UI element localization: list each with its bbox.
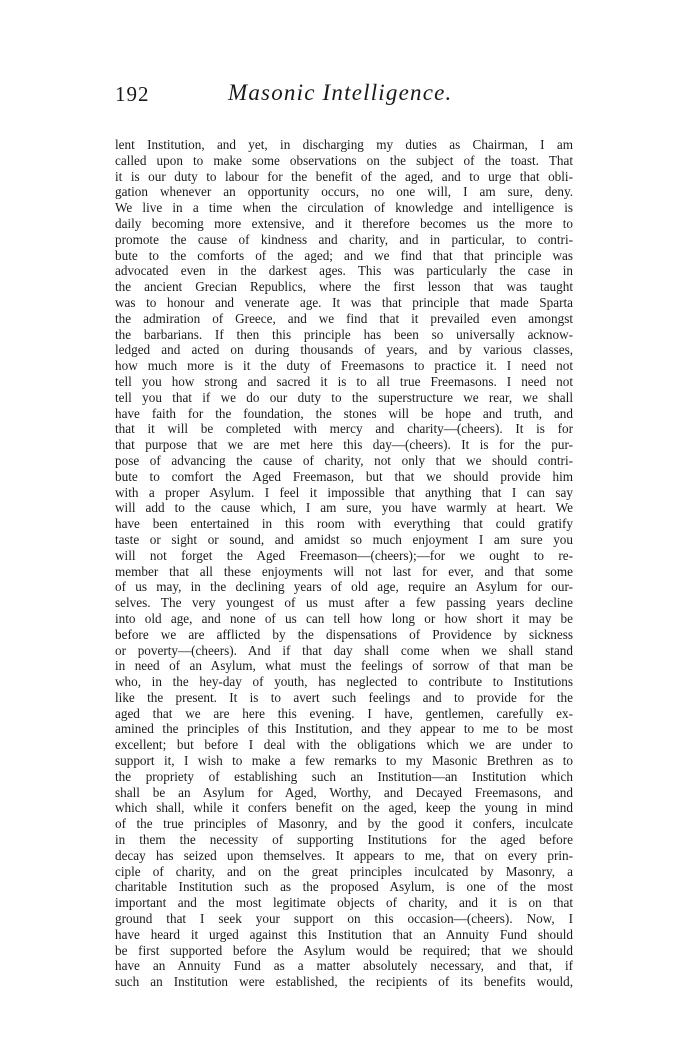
text-line: have an Annuity Fund as a matter absolutely necessary, and that, if — [115, 958, 573, 974]
text-line: in them the necessity of supporting Institutions for the aged before — [115, 832, 573, 848]
text-line: how much more is it the duty of Freemasons to practice it. I need not — [115, 358, 573, 374]
text-line: in need of an Asylum, what must the feelings of sorrow of that man be — [115, 658, 573, 674]
text-line: who, in the hey-day of youth, has neglected to contribute to Institutions — [115, 674, 573, 690]
text-line: which shall, while it confers benefit on the aged, keep the young in mind — [115, 800, 573, 816]
text-line: ciple of charity, and on the great principles inculcated by Masonry, a — [115, 863, 573, 879]
text-line: member that all these enjoyments will not last for ever, and that some — [115, 563, 573, 579]
text-line: advocated even in the darkest ages. This was particularly the case in — [115, 263, 573, 279]
running-title: Masonic Intelligence. — [228, 80, 453, 105]
text-line: shall be an Asylum for Aged, Worthy, and Decayed Freemasons, and — [115, 784, 573, 800]
text-line: have heard it urged against this Institution that an Annuity Fund should — [115, 926, 573, 942]
text-line: daily becoming more extensive, and it therefore becomes us the more to — [115, 215, 573, 231]
page-header — [115, 80, 570, 112]
text-line: bute to comfort the Aged Freemason, but that we should provide him — [115, 468, 573, 484]
text-line: taste or sight or sound, and amidst so much enjoyment I am sure you — [115, 531, 573, 547]
text-line: have faith for the foundation, the stones will be hope and truth, and — [115, 405, 573, 421]
text-line: that purpose that we are met here this day—(cheers). It is for the pur- — [115, 437, 573, 453]
text-line: have been entertained in this room with everything that could gratify — [115, 516, 573, 532]
text-line: important and the most legitimate objects of charity, and it is on that — [115, 895, 573, 911]
text-line: amined the principles of this Institution, and they appear to me to be most — [115, 721, 573, 737]
text-line: promote the cause of kindness and charity, and in particular, to contri- — [115, 231, 573, 247]
text-line: was to honour and venerate age. It was that principle that made Sparta — [115, 294, 573, 310]
text-line: the ancient Grecian Republics, where the first lesson that was taught — [115, 279, 573, 295]
text-line: support it, I wish to make a few remarks to my Masonic Brethren as to — [115, 753, 573, 769]
text-line: the admiration of Greece, and we find that it prevailed even amongst — [115, 310, 573, 326]
text-line: decay has seized upon themselves. It appears to me, that on every prin- — [115, 847, 573, 863]
text-line: the barbarians. If then this principle has been so universally acknow- — [115, 326, 573, 342]
text-line: the propriety of establishing such an Institution—an Institution which — [115, 768, 573, 784]
text-line: ledged and acted on during thousands of years, and by various classes, — [115, 342, 573, 358]
text-line: like the present. It is to avert such feelings and to provide for the — [115, 689, 573, 705]
text-line: will not forget the Aged Freemason—(cheers);—for we ought to re- — [115, 547, 573, 563]
text-line: that it will be completed with mercy and charity—(cheers). It is for — [115, 421, 573, 437]
text-line: with a proper Asylum. I feel it impossible that anything that I can say — [115, 484, 573, 500]
text-line: called upon to make some observations on the subject of the toast. That — [115, 152, 573, 168]
text-line: bute to the comforts of the aged; and we find that that principle was — [115, 247, 573, 263]
text-line: selves. The very youngest of us must after a few passing years decline — [115, 595, 573, 611]
text-line: pose of advancing the cause of charity, not only that we should contri- — [115, 452, 573, 468]
text-line: such an Institution were established, the recipients of its benefits would, — [115, 974, 573, 990]
text-line: ground that I seek your support on this occasion—(cheers). Now, I — [115, 911, 573, 927]
text-line: into old age, and none of us can tell how long or how short it may be — [115, 610, 573, 626]
page-number: 192 — [115, 82, 150, 106]
text-line: charitable Institution such as the proposed Asylum, is one of the most — [115, 879, 573, 895]
text-line: of the true principles of Masonry, and by the good it confers, inculcate — [115, 816, 573, 832]
text-line: tell you that if we do our duty to the superstructure we rear, we shall — [115, 389, 573, 405]
text-line: before we are afflicted by the dispensations of Providence by sickness — [115, 626, 573, 642]
body-paragraph — [115, 137, 573, 990]
text-line: be first supported before the Asylum would be required; that we should — [115, 942, 573, 958]
text-line: or poverty—(cheers). And if that day shall come when we shall stand — [115, 642, 573, 658]
text-line: it is our duty to labour for the benefit of the aged, and to urge that obli- — [115, 168, 573, 184]
text-line: We live in a time when the circulation of knowledge and intelligence is — [115, 200, 573, 216]
text-line: excellent; but before I deal with the obligations which we are under to — [115, 737, 573, 753]
text-line: lent Institution, and yet, in discharging my duties as Chairman, I am — [115, 137, 573, 152]
text-line: tell you how strong and sacred it is to all true Freemasons. I need not — [115, 373, 573, 389]
text-line: of us may, in the declining years of old age, require an Asylum for our- — [115, 579, 573, 595]
text-line: will add to the cause which, I am sure, you have warmly at heart. We — [115, 500, 573, 516]
text-line: gation whenever an opportunity occurs, no one will, I am sure, deny. — [115, 184, 573, 200]
text-line: aged that we are here this evening. I have, gentlemen, carefully ex- — [115, 705, 573, 721]
